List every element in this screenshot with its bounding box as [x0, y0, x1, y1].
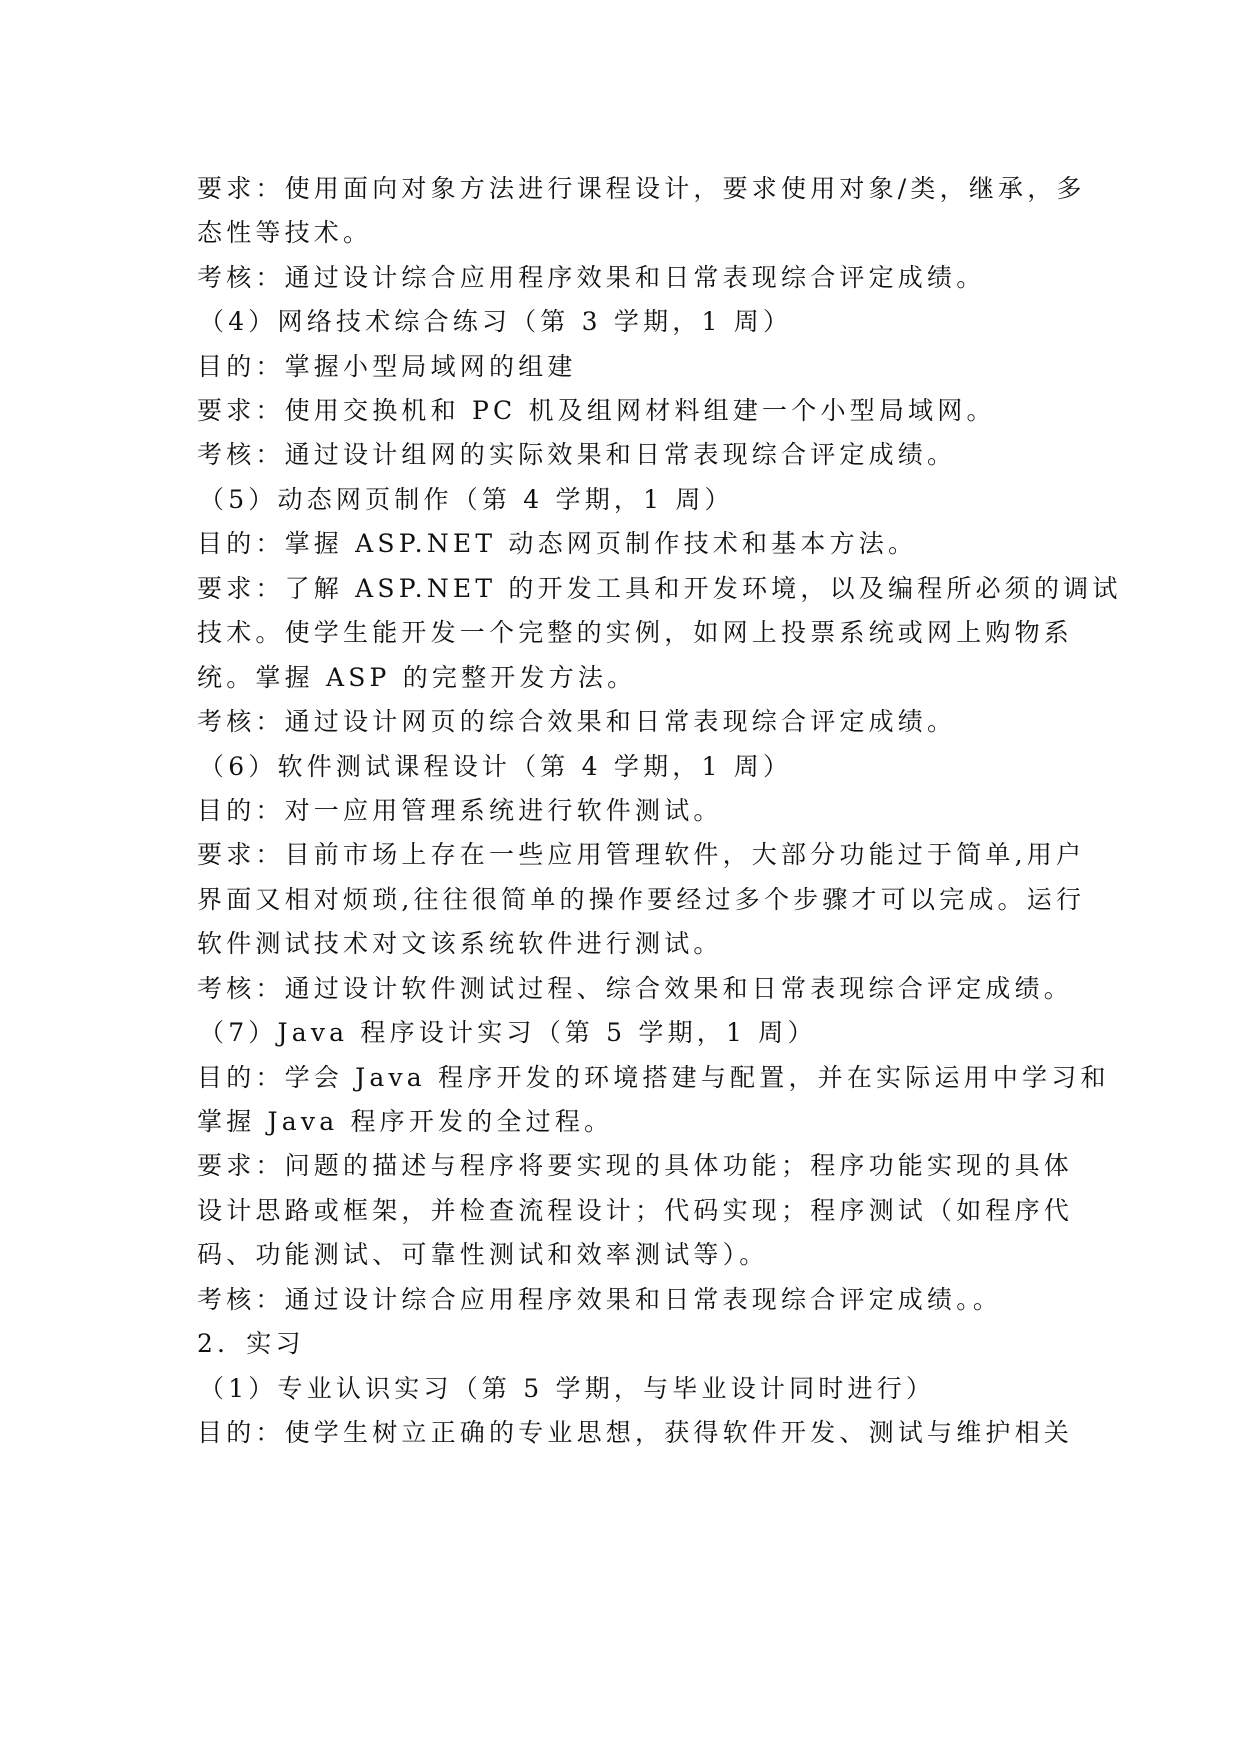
paragraph-line: 目的：掌握小型局域网的组建	[197, 352, 577, 381]
paragraph-line: 考核：通过设计组网的实际效果和日常表现综合评定成绩。	[197, 440, 957, 469]
paragraph-line: 要求：使用交换机和 PC 机及组网材料组建一个小型局域网。	[197, 396, 996, 425]
paragraph-line: 态性等技术。	[197, 218, 373, 247]
section-heading: （7）Java 程序设计实习（第 5 学期，1 周）	[199, 1018, 817, 1047]
paragraph-line: 考核：通过设计软件测试过程、综合效果和日常表现综合评定成绩。	[197, 974, 1074, 1003]
section-heading: （6）软件测试课程设计（第 4 学期，1 周）	[199, 752, 793, 781]
paragraph-line: 目的：对一应用管理系统进行软件测试。	[197, 796, 723, 825]
paragraph-line: 要求：问题的描述与程序将要实现的具体功能；程序功能实现的具体	[197, 1151, 1074, 1180]
paragraph-line: 考核：通过设计综合应用程序效果和日常表现综合评定成绩。	[197, 263, 986, 292]
section-heading: （4）网络技术综合练习（第 3 学期，1 周）	[199, 307, 793, 336]
section-heading: （5）动态网页制作（第 4 学期，1 周）	[199, 485, 734, 514]
paragraph-line: 目的：掌握 ASP.NET 动态网页制作技术和基本方法。	[197, 529, 918, 558]
paragraph-line: 要求：了解 ASP.NET 的开发工具和开发环境，以及编程所必须的调试	[197, 574, 1122, 603]
paragraph-line: 软件测试技术对文该系统软件进行测试。	[197, 929, 723, 958]
paragraph-line: 技术。使学生能开发一个完整的实例，如网上投票系统或网上购物系	[197, 618, 1074, 647]
paragraph-line: 考核：通过设计网页的综合效果和日常表现综合评定成绩。	[197, 707, 957, 736]
section-heading: 2．实习	[197, 1329, 305, 1358]
paragraph-line: 目的：使学生树立正确的专业思想，获得软件开发、测试与维护相关	[197, 1418, 1074, 1447]
paragraph-line: 界面又相对烦琐,往往很简单的操作要经过多个步骤才可以完成。运行	[197, 885, 1086, 914]
paragraph-line: 目的：学会 Java 程序开发的环境搭建与配置，并在实际运用中学习和	[197, 1063, 1110, 1092]
paragraph-line: 掌握 Java 程序开发的全过程。	[197, 1107, 614, 1136]
paragraph-line: 码、功能测试、可靠性测试和效率测试等）。	[197, 1240, 769, 1269]
paragraph-line: 考核：通过设计综合应用程序效果和日常表现综合评定成绩。。	[197, 1285, 1003, 1314]
paragraph-line: 设计思路或框架，并检查流程设计；代码实现；程序测试（如程序代	[197, 1196, 1074, 1225]
section-heading: （1）专业认识实习（第 5 学期，与毕业设计同时进行）	[199, 1374, 936, 1403]
paragraph-line: 要求：目前市场上存在一些应用管理软件，大部分功能过于简单,用户	[197, 840, 1086, 869]
paragraph-line: 统。掌握 ASP 的完整开发方法。	[197, 663, 637, 692]
paragraph-line: 要求：使用面向对象方法进行课程设计，要求使用对象/类，继承，多	[197, 174, 1086, 203]
